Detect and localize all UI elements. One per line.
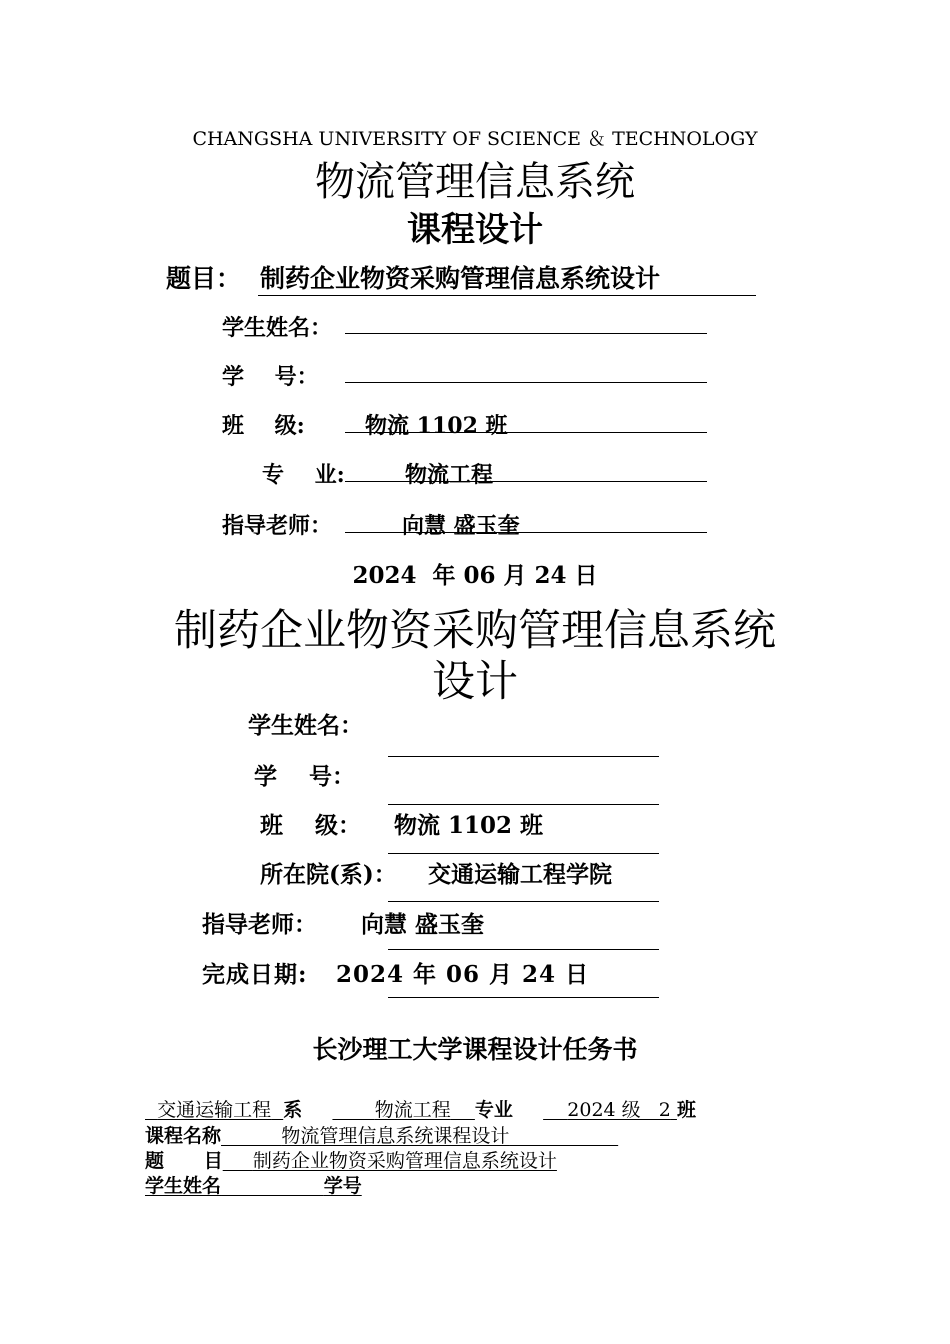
course-name-value: 物流管理信息系统课程设计 [281, 1125, 510, 1147]
department-value: 交通运输工程学院 [428, 861, 612, 888]
cover-major-line [345, 481, 707, 482]
university-english-name: CHANGSHA UNIVERSITY OF SCIENCE ＆ TECHNOLOGY [192, 128, 758, 150]
student-name-line [388, 756, 659, 757]
topic-label: 题目： [166, 264, 242, 293]
cover-major-value: 物流工程 [405, 462, 494, 488]
cover-class-label: 班 级: [222, 413, 305, 439]
cover-advisor-label: 指导老师： [222, 513, 333, 539]
thesis-title-line1: 制药企业物资采购管理信息系统 [174, 606, 776, 656]
task-book-topic-row [145, 1146, 557, 1173]
grade-value: 2024 级 2 [567, 1099, 671, 1121]
topic-underline [258, 295, 756, 296]
student-id-line [388, 804, 659, 805]
class-label: 班 级： [260, 812, 362, 839]
advisor-label: 指导老师： [202, 911, 317, 938]
task-book-course-row [145, 1121, 618, 1148]
dept-value: 交通运输工程 [157, 1099, 272, 1121]
cover-student-id-line [345, 382, 707, 383]
class-line [388, 853, 659, 854]
major-label: 专业 [474, 1099, 513, 1121]
system-title: 物流管理信息系统 [315, 159, 635, 205]
advisor-value: 向慧 盛玉奎 [361, 911, 485, 938]
completion-date-line [388, 997, 659, 998]
task-topic-label: 题 目 [145, 1150, 223, 1172]
task-student-id-label: 学号 [323, 1175, 362, 1197]
completion-date-label: 完成日期: [202, 961, 308, 988]
cover-class-value: 物流 1102 班 [365, 413, 508, 439]
cover-advisor-line [345, 532, 707, 533]
course-design-title: 课程设计 [407, 210, 543, 250]
task-book-heading: 长沙理工大学课程设计任务书 [312, 1035, 638, 1064]
task-student-name-label: 学生姓名 [145, 1175, 222, 1197]
cover-major-label: 专 业: [262, 462, 345, 488]
topic-value: 制药企业物资采购管理信息系统设计 [260, 264, 661, 293]
task-topic-value: 制药企业物资采购管理信息系统设计 [252, 1150, 557, 1172]
cover-student-name-label: 学生姓名： [222, 315, 333, 341]
thesis-title-line2: 设计 [432, 657, 518, 707]
cover-class-line [345, 432, 707, 433]
cover-student-name-line [345, 333, 707, 334]
task-book-dept-row [145, 1095, 696, 1122]
class-label-task: 班 [676, 1099, 696, 1121]
cover-date: 2024 年 06 月 24 日 [352, 562, 598, 589]
major-value: 物流工程 [374, 1099, 451, 1121]
student-id-label: 学 号： [254, 763, 356, 790]
task-book-name-row [145, 1171, 362, 1198]
dept-label: 系 [283, 1099, 303, 1121]
department-label: 所在院(系)： [260, 861, 397, 888]
class-value: 物流 1102 班 [394, 812, 544, 839]
completion-date-value: 2024 年 06 月 24 日 [336, 961, 590, 988]
course-name-label: 课程名称 [145, 1125, 222, 1147]
cover-advisor-value: 向慧 盛玉奎 [402, 513, 520, 539]
advisor-line [388, 949, 659, 950]
student-name-label: 学生姓名： [248, 712, 363, 739]
department-line [388, 901, 659, 902]
cover-student-id-label: 学 号： [222, 364, 319, 390]
